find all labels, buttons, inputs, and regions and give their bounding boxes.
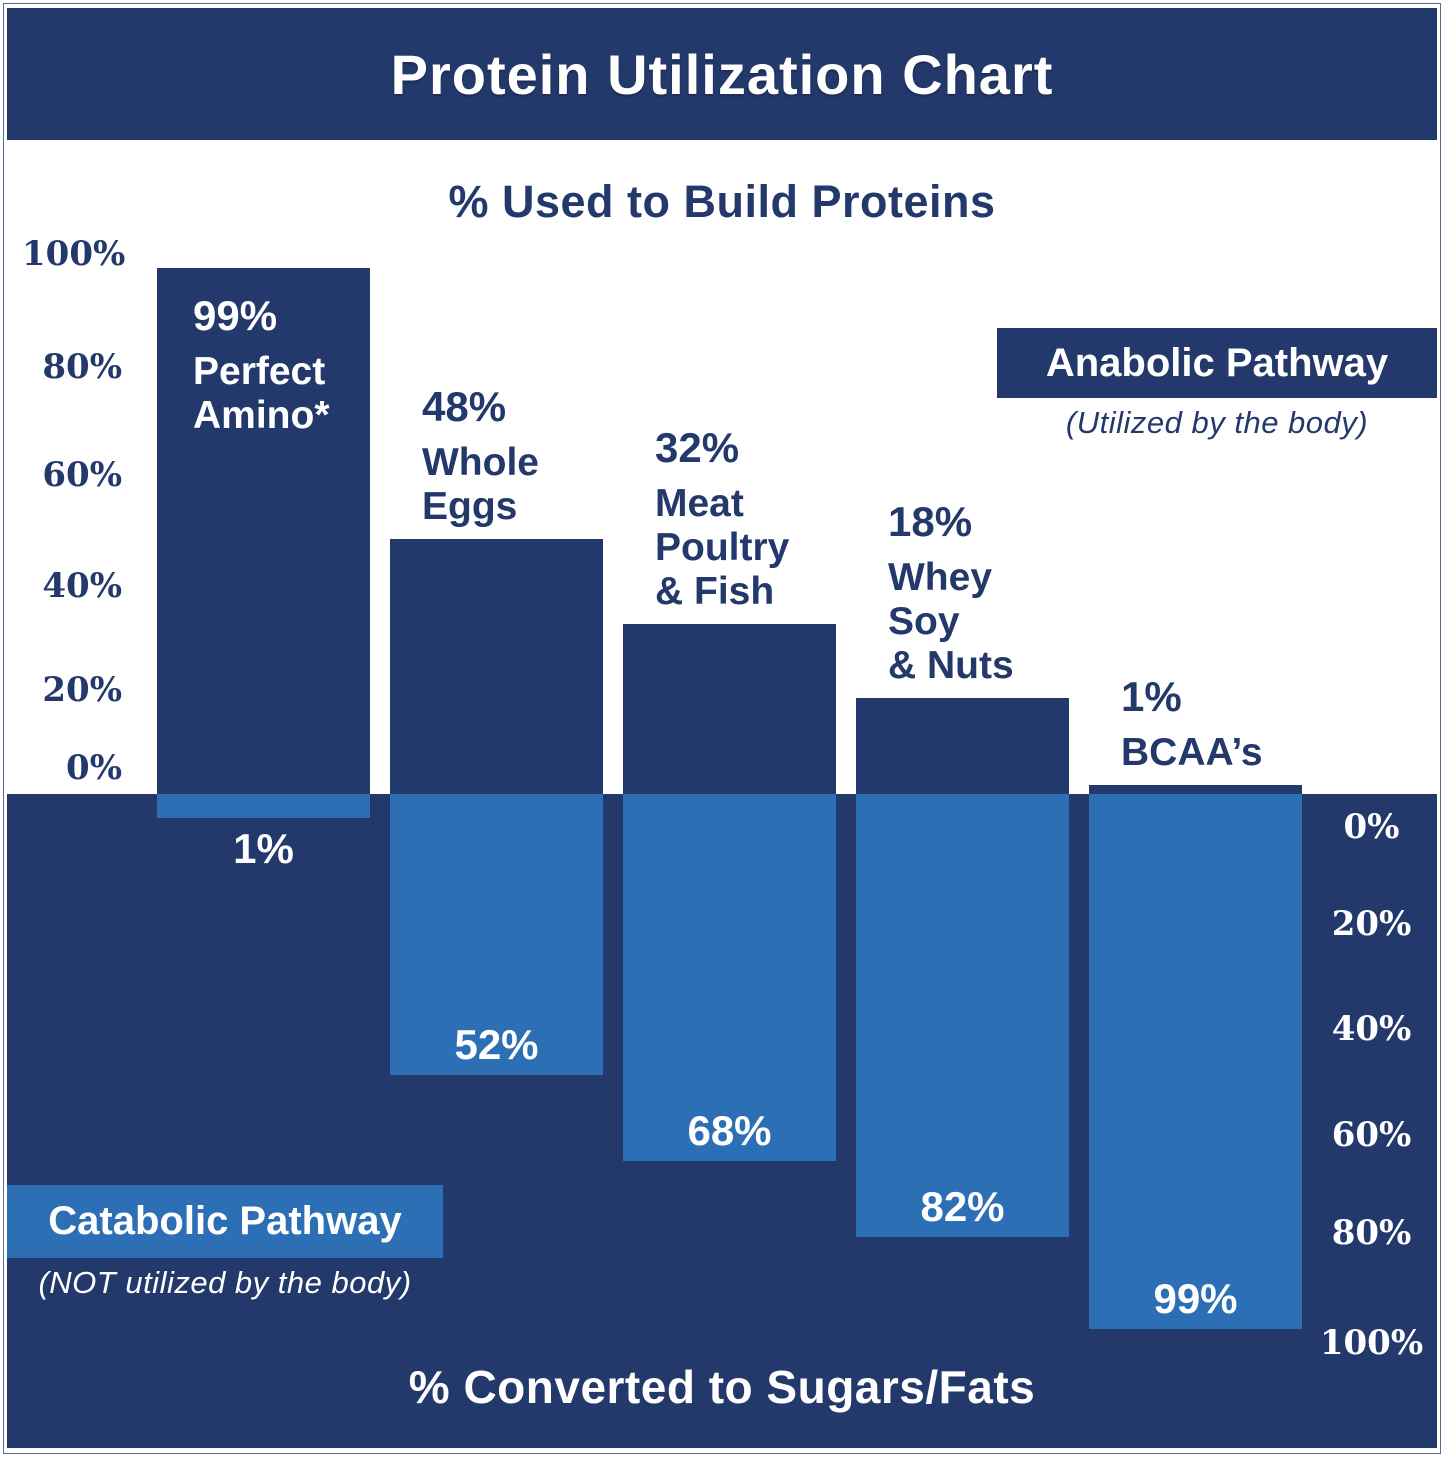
catabolic-legend-label: Catabolic Pathway [48,1199,402,1243]
upper-axis-title: % Used to Build Proteins [448,176,996,227]
bar-category-label: Meat [655,482,744,525]
anabolic-bar [390,539,603,794]
catabolic-value-label: 82% [920,1183,1005,1230]
catabolic-bar [390,794,603,1075]
bar-category-label: Whey [888,556,993,599]
lower-y-axis-tick: 100% [1319,1323,1424,1363]
chart-title: Protein Utilization Chart [390,42,1054,106]
anabolic-legend-note: (Utilized by the body) [1065,405,1369,440]
anabolic-value-label: 99% [193,292,278,339]
lower-y-axis-tick: 80% [1331,1213,1412,1253]
anabolic-value-label: 18% [888,498,973,545]
catabolic-bar [856,794,1069,1237]
upper-y-axis-tick: 40% [42,566,122,606]
bar-category-label: & Fish [655,570,775,613]
catabolic-bar [157,794,370,818]
anabolic-value-label: 1% [1121,673,1182,720]
bar-category-label: Soy [888,600,960,643]
bar-label-block [193,294,453,438]
catabolic-legend-note: (NOT utilized by the body) [38,1265,412,1300]
bar-category-label: Poultry [655,526,790,569]
catabolic-value-label: 1% [233,825,294,872]
anabolic-value-label: 32% [655,424,740,471]
upper-y-axis-tick: 60% [42,455,122,495]
anabolic-bar [856,698,1069,794]
catabolic-section [7,794,1437,1448]
catabolic-value-label: 99% [1153,1275,1238,1322]
upper-y-axis-tick: 0% [66,748,122,788]
bar-category-label: & Nuts [888,644,1014,687]
catabolic-legend-box [7,1185,443,1258]
upper-y-axis-tick: 20% [42,670,122,710]
chart-header [7,8,1437,140]
catabolic-bar [1089,794,1302,1329]
anabolic-section [7,140,1437,794]
upper-y-axis-tick: 100% [22,234,126,274]
lower-y-axis-tick: 0% [1343,807,1400,847]
catabolic-value-label: 68% [687,1107,772,1154]
upper-y-axis-tick: 80% [42,347,122,387]
bar-label-block [888,500,1148,688]
lower-y-axis-tick: 60% [1331,1115,1412,1155]
catabolic-bar [623,794,836,1161]
catabolic-value-label: 52% [454,1021,539,1068]
lower-axis-title: % Converted to Sugars/Fats [408,1361,1036,1413]
protein-utilization-chart [7,8,1437,1448]
anabolic-value-label: 48% [422,383,507,430]
bar-category-label: Perfect [193,350,326,393]
lower-y-axis-tick: 20% [1331,904,1412,944]
bar-category-label: Eggs [422,485,518,528]
bar-label-block [655,426,915,614]
lower-y-axis-tick: 40% [1331,1009,1412,1049]
bar-category-label: Whole [422,441,539,484]
anabolic-legend-box [997,328,1437,398]
bar-category-label: Amino* [193,394,330,437]
bar-label-block [1121,675,1381,775]
anabolic-bar [623,624,836,794]
bar-label-block [422,385,682,529]
bar-category-label: BCAA’s [1121,731,1263,774]
anabolic-legend-label: Anabolic Pathway [1045,340,1389,385]
anabolic-bar [1089,785,1302,794]
